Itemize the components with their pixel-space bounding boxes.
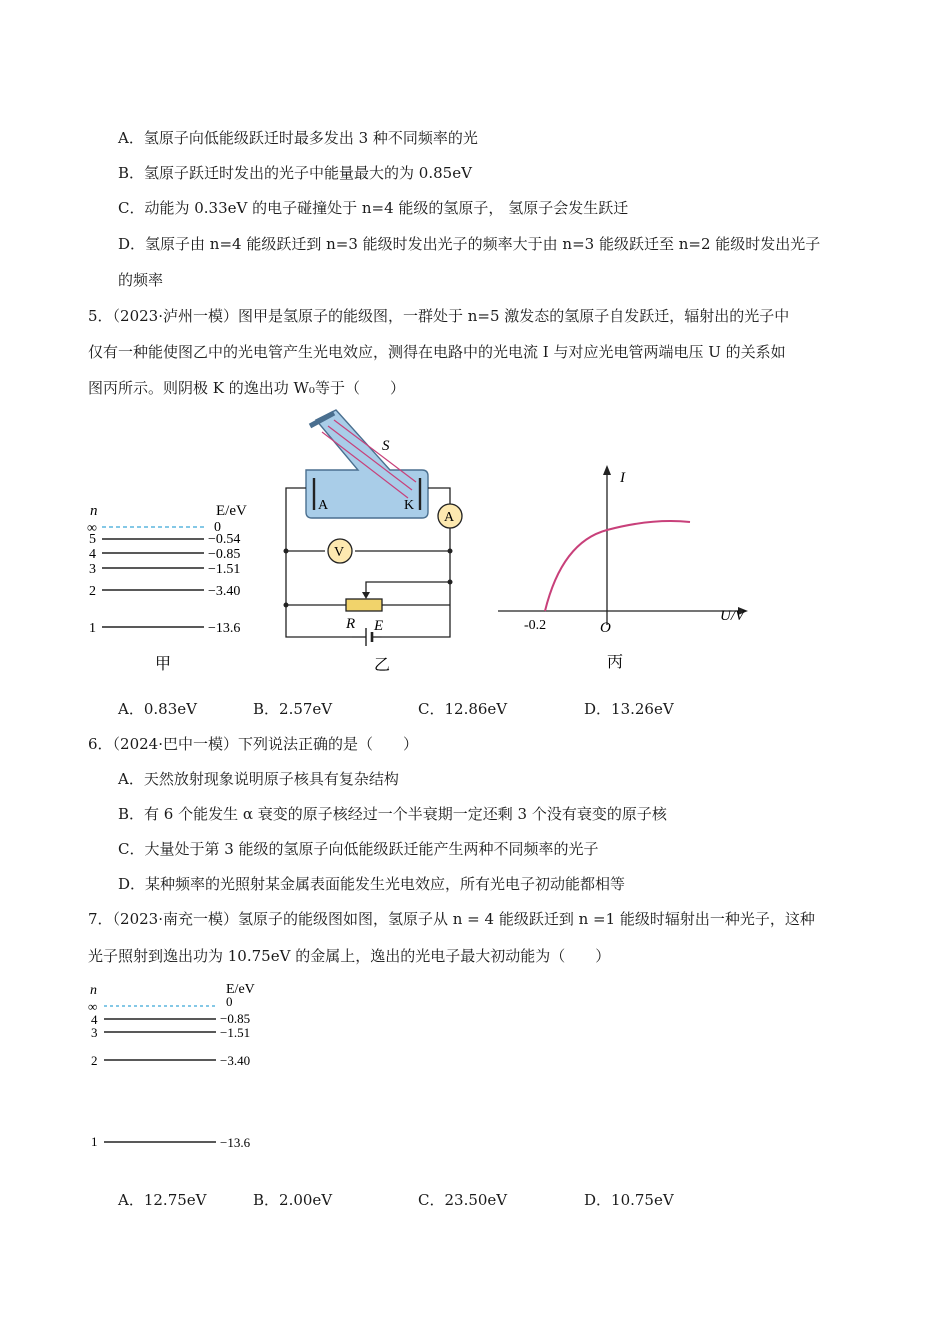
level-label-e: 0 xyxy=(214,520,221,535)
q5-energy-level-diagram xyxy=(80,495,270,685)
q7-choice-a: A．12.75eV xyxy=(118,1191,207,1209)
origin-label: O xyxy=(600,620,611,636)
rheostat xyxy=(346,599,382,611)
level-label-e: −0.85 xyxy=(208,547,241,562)
u-axis-label: U/V xyxy=(720,608,745,624)
level-label-n: 2 xyxy=(91,1053,98,1068)
q6-option-a: A．天然放射现象说明原子核具有复杂结构 xyxy=(118,770,399,788)
energy-axis-label: E/eV xyxy=(226,982,255,997)
level-label-e: −0.54 xyxy=(208,532,241,547)
q7-stem-line1: 7．（2023·南充一模）氢原子的能级图如图，氢原子从 n = 4 能级跃迁到 n =1 能级时辐射出一种光子，这种 xyxy=(88,910,815,928)
q4-option-b: B．氢原子跃迁时发出的光子中能量最大的为 0.85eV xyxy=(118,164,472,182)
junction-dot xyxy=(284,603,289,608)
slider-wire xyxy=(366,582,450,596)
level-label-n: ∞ xyxy=(88,999,98,1014)
anode-label: A xyxy=(318,498,329,513)
n-axis-label: n xyxy=(90,503,98,519)
photocurrent-curve xyxy=(545,521,690,611)
q5-choice-d: D．13.26eV xyxy=(584,700,674,718)
q6-option-b: B．有 6 个能发生 α 衰变的原子核经过一个半衰期一定还剩 3 个没有衰变的原子核 xyxy=(118,805,667,823)
level-label-n: 3 xyxy=(89,562,96,577)
junction-dot xyxy=(448,549,453,554)
q6-option-d: D．某种频率的光照射某金属表面能发生光电效应，所有光电子初动能都相等 xyxy=(118,875,626,893)
q5-choice-b: B．2.57eV xyxy=(253,700,333,718)
q7-choice-b: B．2.00eV xyxy=(253,1191,333,1209)
figure-caption-jia: 甲 xyxy=(155,656,172,673)
level-label-e: −1.51 xyxy=(208,562,241,577)
level-label-e: −0.85 xyxy=(220,1011,251,1026)
wire xyxy=(428,488,450,504)
energy-axis-label: E/eV xyxy=(216,503,247,519)
i-axis-label: I xyxy=(620,470,625,486)
level-label-n: ∞ xyxy=(87,521,97,536)
q7-choices xyxy=(118,1189,818,1209)
level-label-e: −3.40 xyxy=(208,584,241,599)
q6-option-c: C．大量处于第 3 能级的氢原子向低能级跃迁能产生两种不同频率的光子 xyxy=(118,840,599,858)
level-label-n: 2 xyxy=(89,584,96,599)
level-label-n: 4 xyxy=(89,547,96,562)
q4-option-d-line1: D．氢原子由 n=4 能级跃迁到 n=3 能级时发出光子的频率大于由 n=3 能级跃迁至 n=2 能级时发出光子 xyxy=(118,235,821,253)
i-axis-arrow xyxy=(603,465,611,475)
q6-stem: 6．（2024·巴中一模）下列说法正确的是（ ） xyxy=(88,735,418,753)
level-label-n: 5 xyxy=(89,532,96,547)
level-label-e: −13.6 xyxy=(208,621,241,636)
q5-choices xyxy=(118,698,818,718)
level-label-e: −1.51 xyxy=(220,1025,251,1040)
level-label-n: 4 xyxy=(91,1012,98,1027)
q7-stem-line2: 光子照射到逸出功为 10.75eV 的金属上，逸出的光电子最大初动能为（ ） xyxy=(88,947,611,965)
q5-stem-line2: 仅有一种能使图乙中的光电管产生光电效应，测得在电路中的光电流 I 与对应光电管两端电压 U 的关系如 xyxy=(88,343,786,361)
level-label-n: 1 xyxy=(89,621,96,636)
q4-option-d-line2: 的频率 xyxy=(118,271,164,289)
rheostat-label: R xyxy=(346,616,356,632)
figure-caption-bing: 丙 xyxy=(607,654,624,671)
q5-stem-line3: 图丙所示。则阴极 K 的逸出功 W₀等于（ ） xyxy=(88,379,405,397)
q5-iu-curve xyxy=(490,460,760,680)
figure-caption-yi: 乙 xyxy=(374,657,391,674)
cathode-label: K xyxy=(404,498,415,513)
ammeter-label: A xyxy=(444,510,455,525)
level-label-e: −13.6 xyxy=(220,1135,251,1150)
q5-stem-line1: 5．（2023·泸州一模）图甲是氢原子的能级图，一群处于 n=5 激发态的氢原子自发跃迁，辐射出的光子中 xyxy=(88,307,790,325)
voltmeter-label: V xyxy=(334,545,345,560)
q4-option-a: A．氢原子向低能级跃迁时最多发出 3 种不同频率的光 xyxy=(118,129,478,147)
q4-option-c: C．动能为 0.33eV 的电子碰撞处于 n=4 能级的氢原子， 氢原子会发生跃迁 xyxy=(118,199,629,217)
level-label-e: 0 xyxy=(226,994,233,1009)
q7-choice-d: D．10.75eV xyxy=(584,1191,674,1209)
q5-choice-c: C．12.86eV xyxy=(418,700,508,718)
q5-choice-a: A．0.83eV xyxy=(118,700,197,718)
level-label-n: 1 xyxy=(91,1134,98,1149)
level-label-e: −3.40 xyxy=(220,1053,251,1068)
battery-label: E xyxy=(374,618,384,634)
slider-arrow xyxy=(362,592,370,599)
q7-choice-c: C．23.50eV xyxy=(418,1191,508,1209)
q7-energy-level-diagram xyxy=(84,976,284,1156)
q5-photocell-circuit xyxy=(270,408,480,678)
junction-dot xyxy=(284,549,289,554)
junction-dot xyxy=(448,580,453,585)
cutoff-tick-label: -0.2 xyxy=(524,618,547,633)
level-label-n: 3 xyxy=(91,1025,98,1040)
n-axis-label: n xyxy=(90,983,97,998)
source-label-s: S xyxy=(382,438,390,454)
